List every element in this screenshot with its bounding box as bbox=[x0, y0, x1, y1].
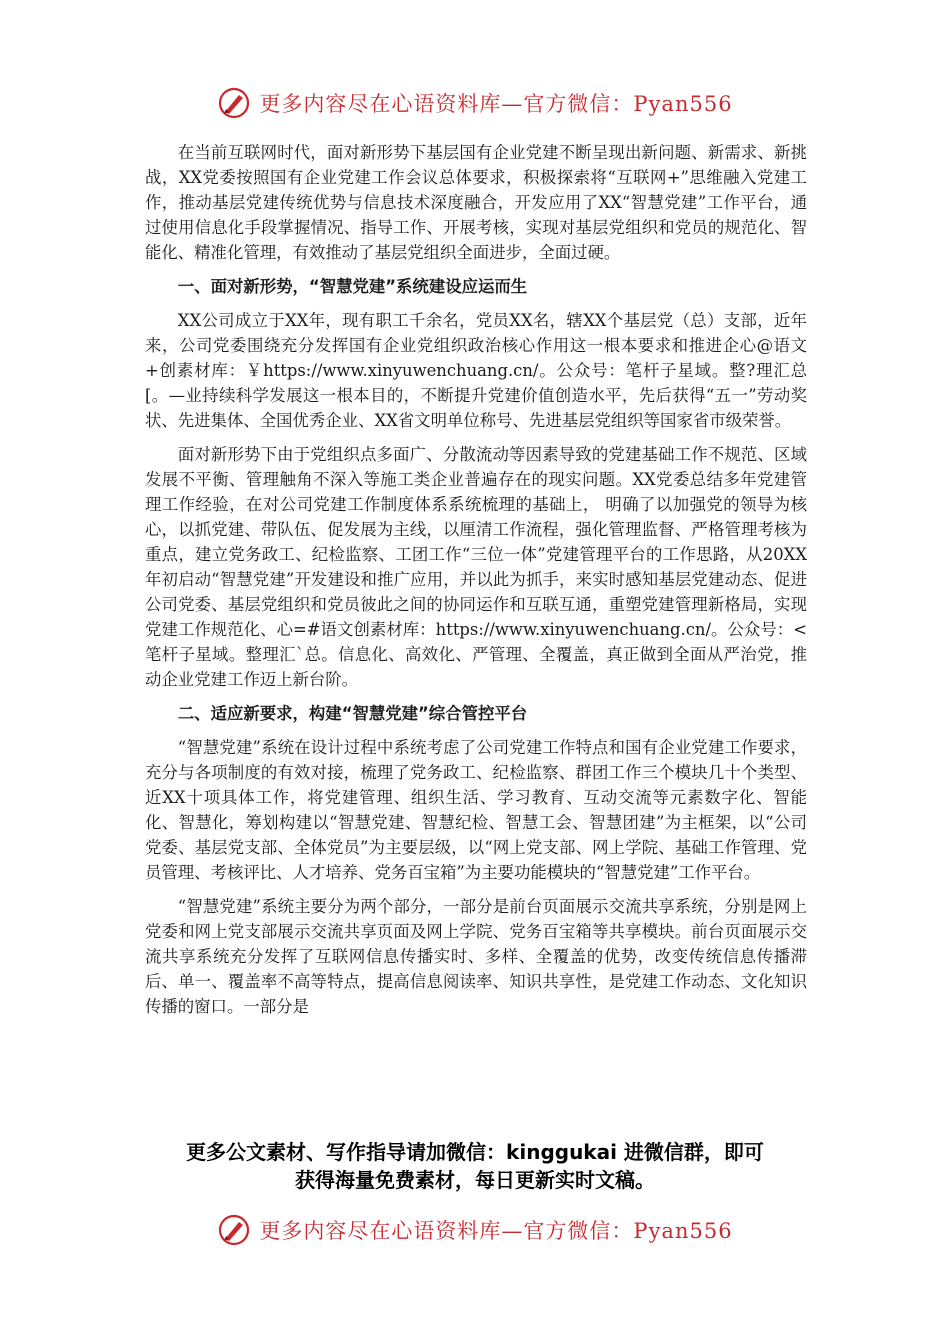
paragraph-intro: 在当前互联网时代，面对新形势下基层国有企业党建不断呈现出新问题、新需求、新挑战，XX党委按照国有企业党建工作会议总体要求，积极探索将“互联网+”思维融入党建工作，推动基层党建传统优势与信息技术深度融合，开发应用了XX“智慧党建”工作平台，通过使用信息化手段掌握情况、指导工作、开展考核，实现对基层党组织和党员的规范化、智能化、精准化管理，有效推动了基层党组织全面进步，全面过硬。 bbox=[145, 143, 807, 262]
footer-promo-line-1: 更多公文素材、写作指导请加微信：kinggukai 进微信群，即可 bbox=[186, 1140, 764, 1164]
footer-banner bbox=[0, 1210, 950, 1250]
pen-circle-logo-icon bbox=[217, 86, 251, 120]
footer-banner-text: 更多内容尽在心语资料库—官方微信：Pyan556 bbox=[259, 1219, 733, 1243]
paragraph-system-parts: “智慧党建”系统主要分为两个部分，一部分是前台页面展示交流共享系统，分别是网上党委和网上党支部展示交流共享页面及网上学院、党务百宝箱等共享模块。前台页面展示交流共享系统充分发挥了互联网信息传播实时、多样、全覆盖的优势，改变传统信息传播滞后、单一、覆盖率不高等特点，提高信息阅读率、知识共享性，是党建工作动态、文化知识传播的窗口。一部分是 bbox=[145, 897, 807, 1016]
header-banner bbox=[0, 83, 950, 123]
article-body bbox=[145, 140, 807, 1028]
paragraph-system-design: “智慧党建”系统在设计过程中系统考虑了公司党建工作特点和国有企业党建工作要求，充分与各项制度的有效对接，梳理了党务政工、纪检监察、群团工作三个模块几十个类型、近XX十项具体工作，将党建管理、组织生活、学习教育、互动交流等元素数字化、智能化、智慧化，筹划构建以“智慧党建、智慧纪检、智慧工会、智慧团建”为主框架，以“公司党委、基层党支部、全体党员”为主要层级，以“网上党支部、网上学院、基础工作管理、党员管理、考核评比、人才培养、党务百宝箱”为主要功能模块的“智慧党建”工作平台。 bbox=[145, 738, 807, 882]
section-heading-2: 二、适应新要求，构建“智慧党建”综合管控平台 bbox=[177, 704, 528, 723]
paragraph-company: XX公司成立于XX年，现有职工千余名，党员XX名，辖XX个基层党（总）支部，近年来，公司党委围绕充分发挥国有企业党组织政治核心作用这一根本要求和推进企心@语文+创素材库：￥https://www.xinyuwenchuang.cn/。公众号：笔杆子星域。整?理汇总[。—业持续科学发展这一根本目的，不断提升党建价值创造水平，先后获得“五一”劳动奖状、先进集体、全国优秀企业、XX省文明单位称号、先进基层党组织等国家省市级荣誉。 bbox=[145, 311, 807, 430]
footer-promo bbox=[100, 1138, 850, 1194]
footer-promo-line-2: 获得海量免费素材，每日更新实时文稿。 bbox=[295, 1168, 655, 1192]
section-heading-1: 一、面对新形势，“智慧党建”系统建设应运而生 bbox=[177, 277, 528, 296]
header-banner-text: 更多内容尽在心语资料库—官方微信：Pyan556 bbox=[259, 92, 733, 116]
paragraph-problems: 面对新形势下由于党组织点多面广、分散流动等因素导致的党建基础工作不规范、区域发展不平衡、管理触角不深入等施工类企业普遍存在的现实问题。XX党委总结多年党建管理工作经验，在对公司党建工作制度体系系统梳理的基础上， 明确了以加强党的领导为核心，以抓党建、带队伍、促发展为主线，以厘清工作流程，强化管理监督、严格管理考核为重点，建立党务政工、纪检监察、工团工作“三位一体”党建管理平台的工作思路，从20XX年初启动“智慧党建”开发建设和推广应用，并以此为抓手，来实时感知基层党建动态、促进公司党委、基层党组织和党员彼此之间的协同运作和互联互通，重塑党建管理新格局，实现党建工作规范化、心=#语文创素材库：https://www.xinyuwenchuang.cn/。公众号：<笔杆子星域。整理汇`总。信息化、高效化、严管理、全覆盖，真正做到全面从严治党，推动企业党建工作迈上新台阶。 bbox=[145, 445, 807, 689]
pen-circle-logo-icon bbox=[217, 1213, 251, 1247]
